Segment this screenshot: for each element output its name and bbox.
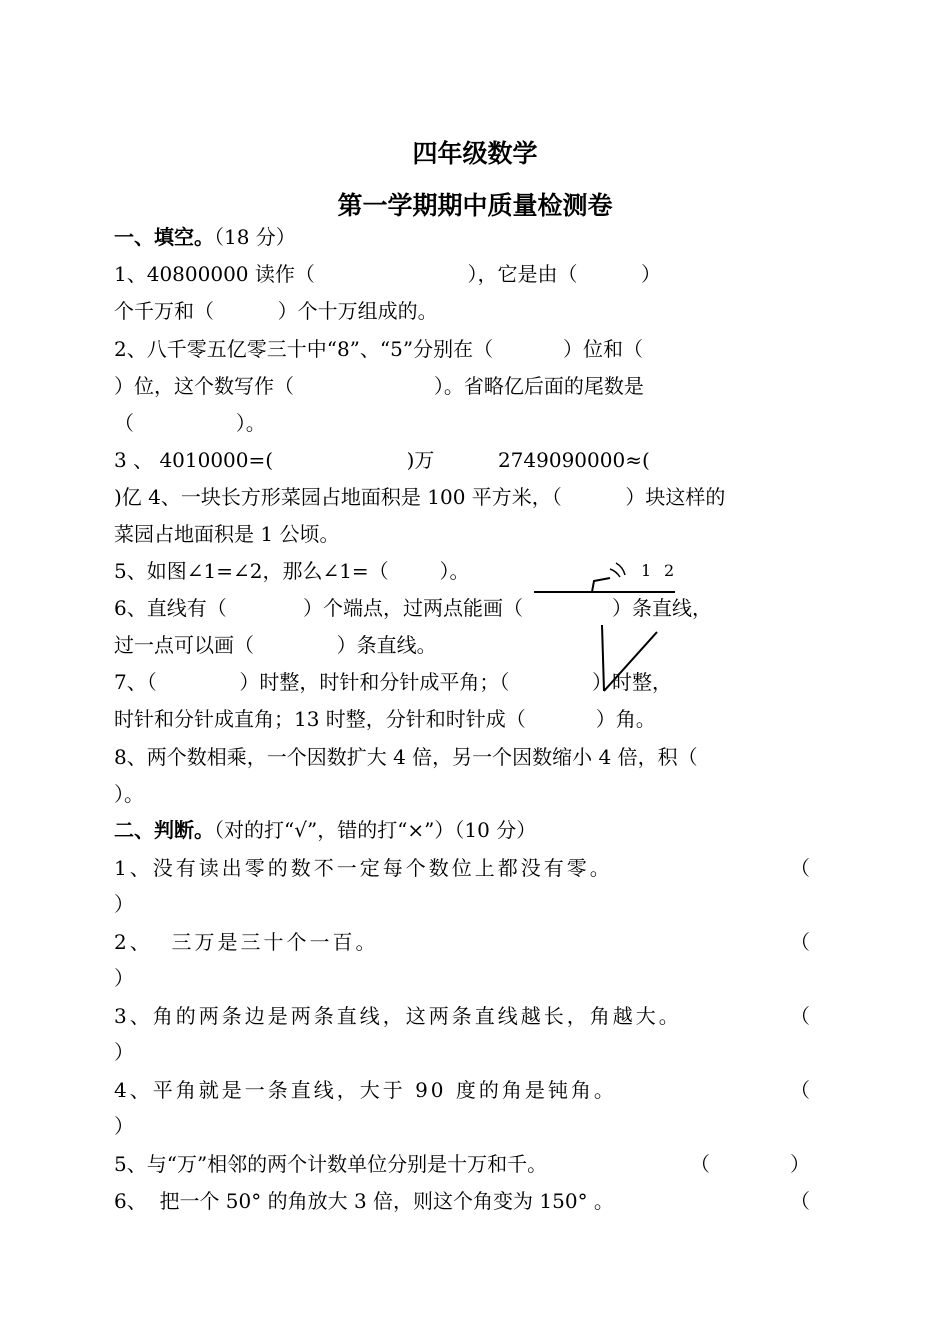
q5-line: 5、如图∠1=∠2，那么∠1=（ ）。	[114, 559, 470, 583]
q2-line-3: （ ）。	[114, 411, 266, 435]
judge-4-open-paren: （	[790, 1078, 810, 1102]
q8-line-1: 8、两个数相乘，一个因数扩大 4 倍，另一个因数缩小 4 倍，积（	[114, 745, 698, 769]
section-1-score: （18 分）	[214, 225, 296, 249]
q2-line-1: 2、八千零五亿零三十中“8”、“5”分别在（ ）位和（	[114, 337, 644, 361]
section-2-heading: 二、判断。	[114, 818, 214, 842]
section-1-heading: 一、填空。	[114, 225, 214, 249]
q8-line-2: ）。	[114, 782, 144, 806]
judge-2-close-paren: ）	[114, 966, 134, 990]
q3-line-1: 3 、 4010000=( )万 2749090000≈(	[114, 448, 650, 472]
judge-3-open-paren: （	[790, 1004, 810, 1028]
judge-3-text: 3、角的两条边是两条直线，这两条直线越长，角越大。	[114, 1004, 682, 1028]
judge-5-open-paren: （	[690, 1152, 710, 1176]
q6-line-2: 过一点可以画（ ）条直线。	[114, 633, 437, 657]
judge-5-text: 5、与“万”相邻的两个计数单位分别是十万和千。	[114, 1152, 548, 1176]
judge-2-text: 2、 三万是三十个一百。	[114, 930, 379, 954]
judge-4-text: 4、平角就是一条直线，大于 90 度的角是钝角。	[114, 1078, 617, 1102]
angle-label-2: 2	[664, 561, 675, 580]
page-title: 四年级数学	[412, 139, 538, 168]
angle-label-1: 1	[641, 561, 652, 580]
judge-5-close-paren: ）	[790, 1152, 810, 1176]
angle-arc-1	[610, 569, 620, 577]
q1-line-1: 1、40800000 读作（ ），它是由（ ）	[114, 262, 662, 286]
judge-1-close-paren: ）	[114, 892, 134, 916]
q2-line-2: ）位，这个数写作（ ）。省略亿后面的尾数是	[114, 374, 644, 398]
q3-line-2: )亿 4、一块长方形菜园占地面积是 100 平方米，（ ）块这样的	[114, 485, 726, 509]
judge-1-open-paren: （	[790, 856, 810, 880]
angle-mark	[592, 578, 610, 592]
q7-line-2: 时针和分针成直角；13 时整，分针和时针成（ ）角。	[114, 707, 656, 731]
judge-3-close-paren: ）	[114, 1040, 134, 1064]
q1-line-2: 个千万和（ ）个十万组成的。	[114, 299, 438, 323]
q6-line-1: 6、直线有（ ）个端点，过两点能画（ ）条直线，	[114, 596, 713, 620]
q3-line-3: 菜园占地面积是 1 公顷。	[114, 522, 340, 546]
judge-2-open-paren: （	[790, 930, 810, 954]
q7-line-1: 7、（ ）时整，时针和分针成平角；（ ）时整，	[114, 670, 673, 694]
judge-1-text: 1、没有读出零的数不一定每个数位上都没有零。	[114, 856, 613, 880]
judge-6-open-paren: （	[790, 1189, 810, 1213]
section-2-header	[114, 817, 536, 843]
section-1-header	[114, 224, 296, 250]
page-subtitle: 第一学期期中质量检测卷	[337, 191, 613, 220]
judge-6-text: 6、 把一个 50° 的角放大 3 倍，则这个角变为 150° 。	[114, 1189, 614, 1213]
judge-4-close-paren: ）	[114, 1114, 134, 1138]
section-2-note: （对的打“√”，错的打“×”）（10 分）	[214, 818, 537, 842]
